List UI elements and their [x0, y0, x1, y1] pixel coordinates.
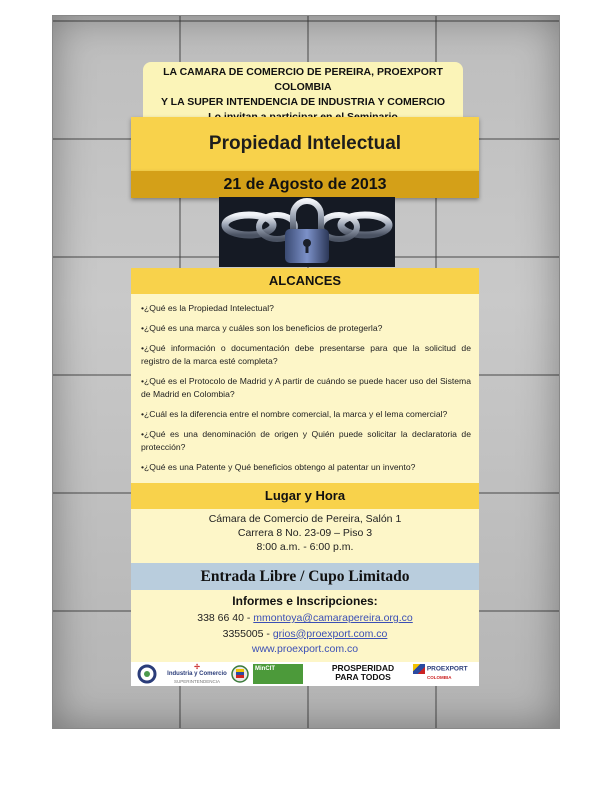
- list-item: •¿Qué es la Propiedad Intelectual?: [141, 303, 274, 313]
- venue-info: [131, 512, 479, 554]
- list-item: •¿Qué información o documentación debe presentarse para que la solicitud de registro de la marca esté completa?: [141, 343, 471, 366]
- website-link[interactable]: www.proexport.com.co: [251, 643, 359, 655]
- email-link-1[interactable]: mmontoya@camarapereira.org.co: [253, 612, 413, 624]
- contact-info: [131, 611, 479, 658]
- prosperidad-logo: PROSPERIDAD PARA TODOS: [331, 663, 395, 682]
- list-item: •¿Cuál es la diferencia entre el nombre comercial, la marca y el lema comercial?: [141, 409, 448, 419]
- organizers-line-3: Y LA SUPER INTENDENCIA DE INDUSTRIA Y COMERCIO: [160, 96, 446, 108]
- proexport-logo: PROEXPORT COLOMBIA: [413, 664, 477, 684]
- list-item: •¿Qué es una denominación de origen y Quién puede solicitar la declaratoria de protección?: [141, 429, 471, 452]
- content-panel: [131, 268, 479, 686]
- lugar-heading: Lugar y Hora: [131, 483, 479, 509]
- email-link-2[interactable]: grios@proexport.com.co: [272, 627, 388, 640]
- entrada-banner: Entrada Libre / Cupo Limitado: [131, 563, 479, 590]
- sponsor-logos: [131, 662, 479, 686]
- informes-heading: Informes e Inscripciones:: [232, 594, 378, 608]
- proexport-flag-icon: [413, 664, 425, 674]
- list-item: •¿Qué es una marca y cuáles son los beneficios de protegerla?: [141, 323, 383, 333]
- venue-address: Carrera 8 No. 23-09 – Piso 3: [237, 527, 373, 539]
- list-item: •¿Qué es una Patente y Qué beneficios obtengo al patentar un invento?: [141, 462, 416, 472]
- venue-time: 8:00 a.m. - 6:00 p.m.: [256, 541, 354, 553]
- alcances-heading: ALCANCES: [131, 268, 479, 294]
- padlock-icon: [219, 197, 395, 267]
- padlock-chain-image: [219, 197, 395, 267]
- phone-1: 338 66 40 -: [197, 612, 254, 624]
- mincit-logo: MinCIT: [253, 664, 303, 684]
- topics-list: [141, 302, 471, 481]
- poster: [52, 15, 560, 729]
- superintendencia-logo: ✢ Industria y Comercio SUPERINTENDENCIA: [167, 664, 227, 684]
- organizers-line-1: LA CAMARA DE COMERCIO DE PEREIRA, PROEXPORT: [163, 66, 443, 78]
- sic-icon: ✢: [194, 664, 200, 671]
- phone-2: 3355005 -: [222, 627, 273, 640]
- title-band: [131, 117, 479, 171]
- organizers-line-2: COLOMBIA: [274, 81, 332, 93]
- colombia-shield-icon: [231, 664, 251, 684]
- seminar-title: Propiedad Intelectual: [208, 133, 402, 154]
- camara-logo: [135, 664, 163, 684]
- venue-place: Cámara de Comercio de Pereira, Salón 1: [208, 513, 402, 525]
- list-item: •¿Qué es el Protocolo de Madrid y A partir de cuándo se puede hacer uso del Sistema de Madrid en Colombia?: [141, 376, 471, 399]
- seminar-date: 21 de Agosto de 2013: [131, 171, 479, 198]
